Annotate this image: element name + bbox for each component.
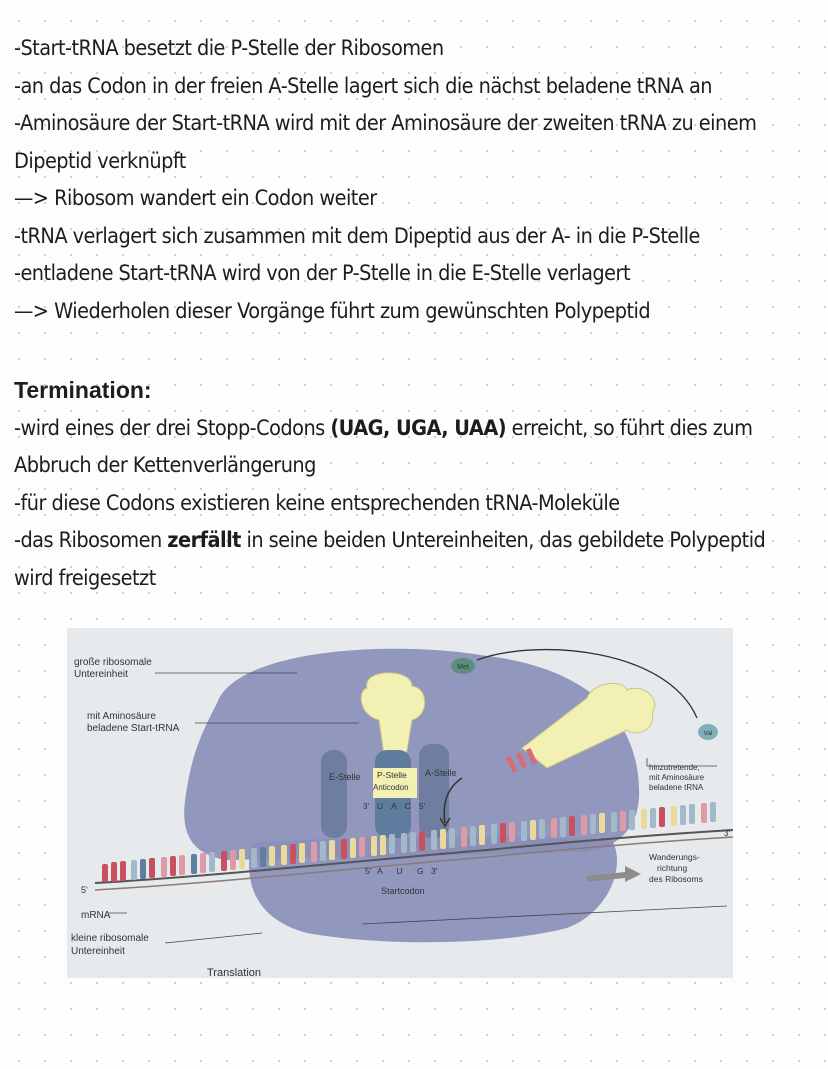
figure-caption-cut: Translation (207, 967, 262, 978)
termination-line-2: Abbruch der Kettenverlängerung (14, 453, 316, 478)
termination-line-4: -das Ribosomen zerfällt in seine beiden Untereinheiten, das gebildete Polypeptid (14, 528, 766, 553)
svg-text:mit Aminosäure: mit Aminosäure (649, 773, 705, 782)
svg-text:des Ribosoms: des Ribosoms (649, 874, 703, 884)
note-line-5: —> Ribosom wandert ein Codon weiter (14, 186, 377, 211)
svg-text:5': 5' (419, 802, 425, 811)
note-line-2: -an das Codon in der freien A-Stelle lagert sich die nächst beladene tRNA an (14, 73, 713, 99)
label-a-site: A-Stelle (425, 768, 457, 778)
svg-text:3': 3' (363, 802, 369, 811)
label-large-subunit: große ribosomale (74, 657, 152, 668)
note-line-3: -Aminosäure der Start-tRNA wird mit der Aminosäure der zweiten tRNA zu einem (14, 111, 757, 136)
termination-line-5: wird freigesetzt (14, 565, 156, 591)
svg-text:5': 5' (365, 866, 372, 876)
termination-line-3: -für diese Codons existieren keine entsprechenden tRNA-Moleküle (14, 490, 620, 516)
label-mrna: mRNA (81, 910, 111, 921)
note-line-1: -Start-tRNA besetzt die P-Stelle der Ribosomen (14, 36, 444, 61)
note-line-7: -entladene Start-tRNA wird von der P-Stelle in die E-Stelle verlagert (14, 261, 630, 286)
zerfaellt-word: zerfällt (167, 528, 241, 553)
label-p-site: P-Stelle (377, 770, 407, 780)
svg-text:Val: Val (703, 730, 713, 737)
svg-text:Untereinheit: Untereinheit (71, 946, 125, 957)
svg-text:5': 5' (81, 885, 88, 895)
label-incoming-trna: hinzutretende, (649, 763, 700, 772)
svg-text:3': 3' (724, 829, 730, 838)
label-small-subunit: kleine ribosomale (71, 933, 149, 944)
termination-heading: Termination: (14, 377, 152, 403)
note-line-8: —> Wiederholen dieser Vorgänge führt zum gewünschten Polypeptid (14, 298, 651, 324)
label-startcodon: Startcodon (381, 886, 425, 896)
label-e-site: E-Stelle (329, 772, 361, 782)
anticodon-bases: U A C (377, 801, 414, 811)
codon-bases: A U G (377, 866, 430, 876)
e-site (321, 750, 347, 838)
label-direction: Wanderungs- (649, 852, 700, 862)
note-line-4: Dipeptid verknüpft (14, 148, 186, 174)
svg-text:beladene Start-tRNA: beladene Start-tRNA (87, 723, 180, 734)
termination-line-1: -wird eines der drei Stopp-Codons (UAG, UGA, UAA) erreicht, so führt dies zum (14, 415, 753, 441)
translation-figure (67, 628, 733, 978)
svg-text:3': 3' (431, 866, 438, 876)
note-line-6: -tRNA verlagert sich zusammen mit dem Dipeptid aus der A- in die P-Stelle (14, 223, 700, 249)
label-anticodon: Anticodon (373, 783, 409, 792)
stop-codons: (UAG, UGA, UAA) (330, 415, 507, 441)
svg-text:Untereinheit: Untereinheit (74, 669, 128, 680)
notes-text (14, 30, 814, 597)
svg-text:richtung: richtung (657, 863, 688, 873)
svg-text:Met: Met (457, 664, 469, 671)
svg-text:beladene tRNA: beladene tRNA (649, 783, 704, 792)
label-start-trna: mit Aminosäure (87, 711, 156, 722)
